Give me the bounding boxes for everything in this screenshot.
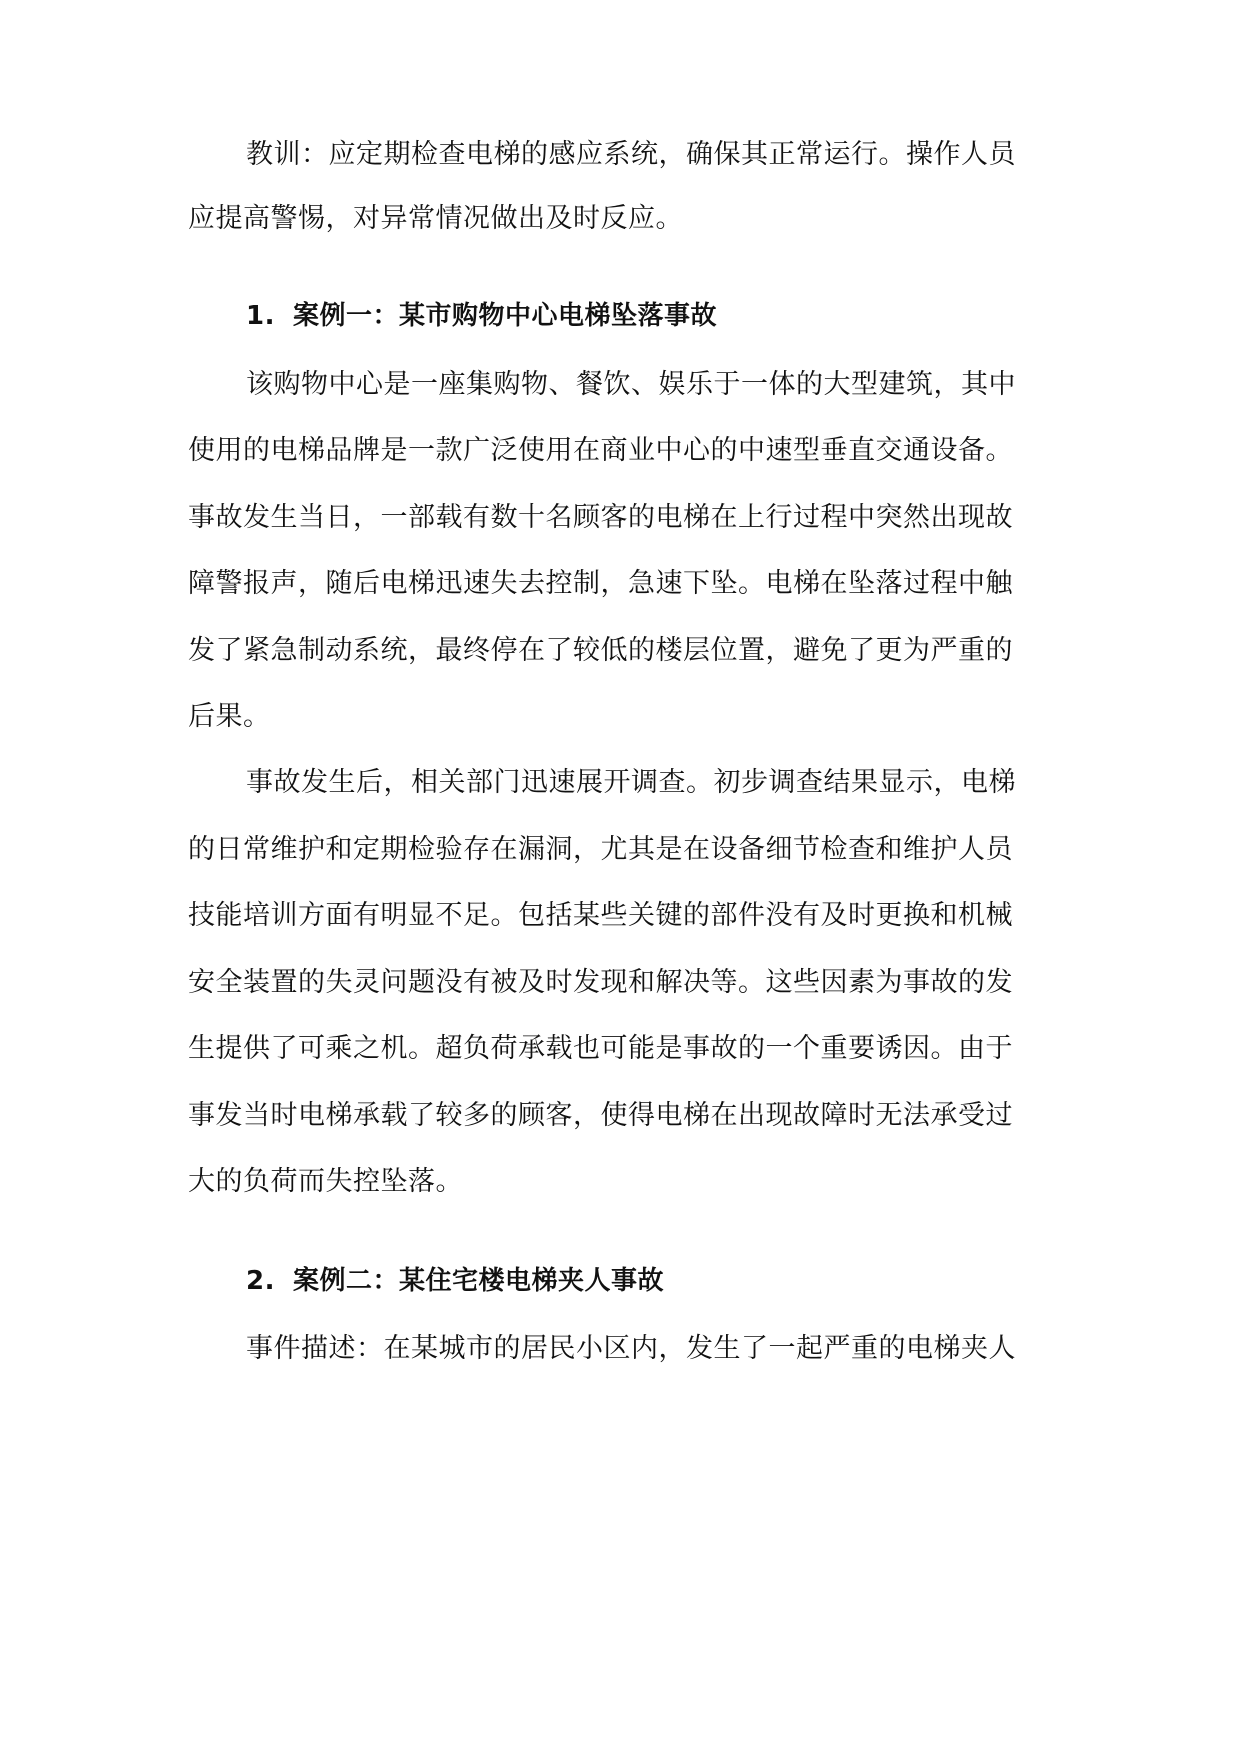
case1-p1-line-2: 使用的电梯品牌是一款广泛使用在商业中心的中速型垂直交通设备。	[188, 435, 1013, 466]
case2-number: 2.	[246, 1266, 275, 1296]
case1-p2-line-1: 事故发生后，相关部门迅速展开调查。初步调查结果显示，电梯	[246, 767, 1016, 798]
case2-p1-line-1: 事件描述：在某城市的居民小区内，发生了一起严重的电梯夹人	[246, 1333, 1016, 1364]
case2-heading	[246, 1263, 664, 1299]
case1-p2-line-4: 安全装置的失灵问题没有被及时发现和解决等。这些因素为事故的发	[188, 967, 1013, 998]
case1-p2-line-3: 技能培训方面有明显不足。包括某些关键的部件没有及时更换和机械	[188, 900, 1013, 931]
case1-p2-line-2: 的日常维护和定期检验存在漏洞，尤其是在设备细节检查和维护人员	[188, 834, 1013, 865]
case1-number: 1.	[246, 301, 275, 331]
case1-p2-line-7: 大的负荷而失控坠落。	[188, 1166, 463, 1197]
case1-p1-line-4: 障警报声，随后电梯迅速失去控制，急速下坠。电梯在坠落过程中触	[188, 568, 1013, 599]
case1-heading	[246, 298, 717, 334]
case1-p1-line-5: 发了紧急制动系统，最终停在了较低的楼层位置，避免了更为严重的	[188, 635, 1013, 666]
case1-p2-line-6: 事发当时电梯承载了较多的顾客，使得电梯在出现故障时无法承受过	[188, 1100, 1013, 1131]
case2-title: 案例二：某住宅楼电梯夹人事故	[292, 1266, 664, 1296]
lesson-line-1: 教训：应定期检查电梯的感应系统，确保其正常运行。操作人员	[246, 139, 1016, 170]
case1-p1-line-3: 事故发生当日，一部载有数十名顾客的电梯在上行过程中突然出现故	[188, 502, 1013, 533]
case1-p1-line-6: 后果。	[188, 701, 271, 732]
case1-p1-line-1: 该购物中心是一座集购物、餐饮、娱乐于一体的大型建筑，其中	[246, 369, 1016, 400]
lesson-line-2: 应提高警惕，对异常情况做出及时反应。	[188, 203, 683, 234]
case1-p2-line-5: 生提供了可乘之机。超负荷承载也可能是事故的一个重要诱因。由于	[188, 1033, 1013, 1064]
case1-title: 案例一：某市购物中心电梯坠落事故	[292, 301, 717, 331]
